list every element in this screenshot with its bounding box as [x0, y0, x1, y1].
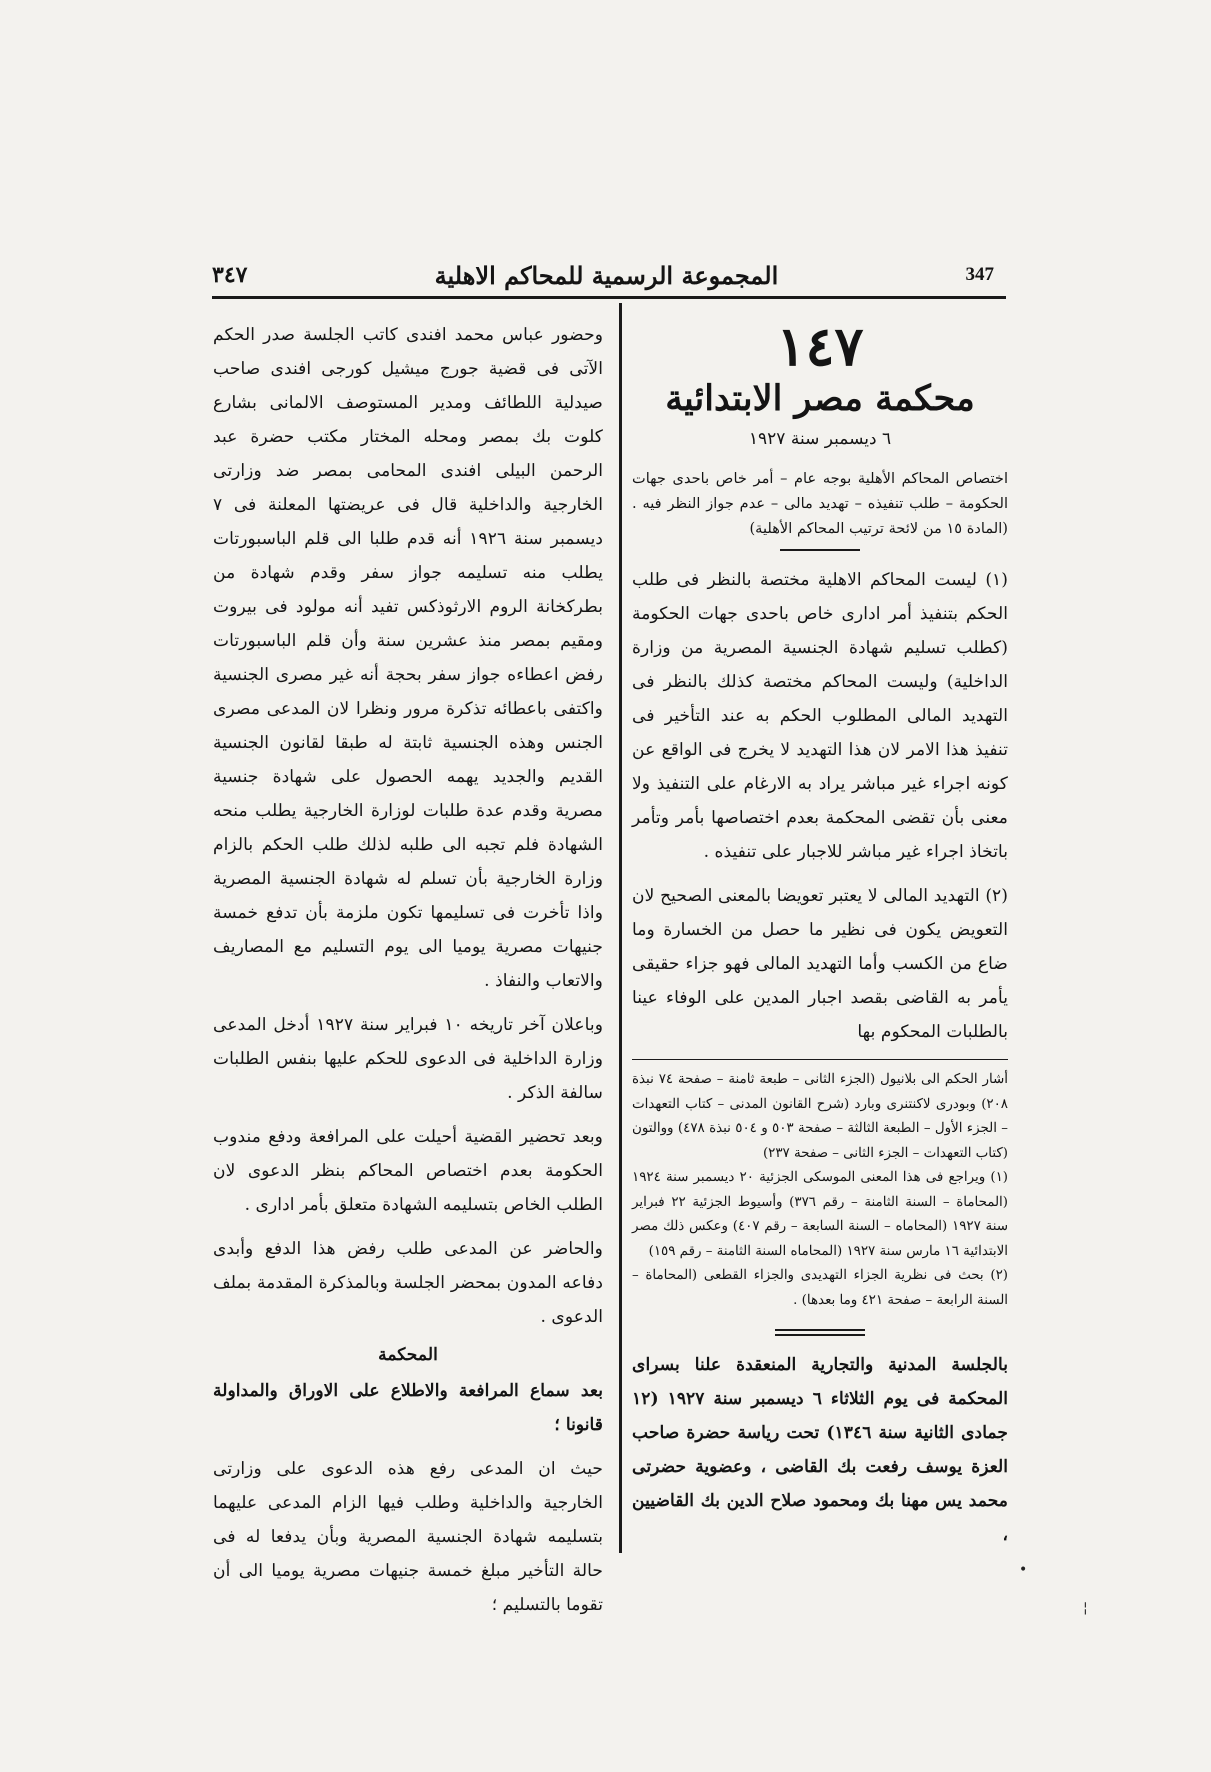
footnotes	[632, 1059, 1008, 1313]
page-header	[212, 252, 994, 298]
paragraph-2: وباعلان آخر تاريخه ١٠ فبراير سنة ١٩٢٧ أدخل المدعى وزارة الداخلية فى الدعوى للحكم عليها بنفس الطلبات سالفة الذكر .	[213, 1015, 604, 1103]
case-number: ١٤٧	[776, 314, 864, 378]
left-column	[213, 318, 604, 1615]
court-name: محكمة مصر الابتدائية	[665, 378, 975, 419]
paragraph-4: والحاضر عن المدعى طلب رفض هذا الدفع وأبدى دفاعه المدون بمحضر الجلسة وبالمذكرة المقدمة بملف الدعوى .	[213, 1239, 603, 1327]
principle-1: (١) ليست المحاكم الاهلية مختصة بالنظر فى طلب الحكم بتنفيذ أمر ادارى خاص باحدى جهات الحكومة (كطلب تسليم شهادة الجنسية المصرية من وزارة الداخلية) وليست المحاكم مختصة كذلك بالنظر فى التهديد المالى المطلوب الحكم به عند التأخير فى تنفيذ هذا الامر لان هذا التهديد لا يخرج فى الواقع عن كونه اجراء غير مباشر يراد به الارغام على التنفيذ ولا معنى بأن تقضى المحكمة بعدم اختصاصها بأمر وتأمر باتخاذ اجراء غير مباشر للاجبار على تنفيذه .	[632, 570, 1008, 862]
column-divider	[619, 303, 622, 1553]
principle-2: (٢) التهديد المالى لا يعتبر تعويضا بالمعنى الصحيح لان التعويض يكون فى نظير ما حصل من الخسارة وما ضاع من الكسب وأما التهديد المالى فهو جزاء حقيقى يأمر به القاضى بقصد اجبار المدين على الوفاء عينا بالطلبات المحكوم بها	[632, 886, 1008, 1042]
page-number-arabic: ٣٤٧	[212, 262, 248, 288]
session-rule	[775, 1329, 865, 1336]
footnote-1: (١) ويراجع فى هذا المعنى الموسكى الجزئية ٢٠ ديسمبر سنة ١٩٢٤ (المحاماة – السنة الثامنة – رقم ٣٧٦) وأسيوط الجزئية ٢٢ فبراير سنة ١٩٢٧ (المحاماه – السنة السابعة – رقم ٤٠٧) وعكس ذلك مصر الابتدائية ١٦ مارس سنة ١٩٢٧ (المحاماه السنة الثامنة – رقم ١٥٩)	[632, 1170, 1008, 1259]
margin-dot-mark: •	[1019, 1562, 1028, 1578]
journal-title: المجموعة الرسمية للمحاكم الاهلية	[434, 260, 779, 290]
margin-tick-mark: ¦	[1083, 1600, 1088, 1616]
footnote-2: (٢) بحث فى نظرية الجزاء التهديدى والجزاء القطعى (المحاماة – السنة الرابعة – صفحة ٤٢١ وما بعدها) .	[632, 1268, 1008, 1308]
paragraph-5: بعد سماع المرافعة والاطلاع على الاوراق والمداولة قانونا ؛	[213, 1381, 603, 1435]
case-summary: اختصاص المحاكم الأهلية بوجه عام – أمر خاص باحدى جهات الحكومة – طلب تنفيذه – تهديد مالى – عدم جواز النظر فيه . (المادة ١٥ من لائحة ترتيب المحاكم الأهلية)	[632, 470, 1008, 537]
page-number-latin: 347	[965, 264, 994, 285]
header-rule	[212, 296, 1006, 299]
paragraph-6: حيث ان المدعى رفع هذه الدعوى على وزارتى الخارجية والداخلية وطلب فيها الزام المدعى عليهما بتسليمه شهادة الجنسية المصرية وبأن يدفعا له فى حالة التأخير مبلغ خمسة جنيهات مصرية يوميا الى أن تقوما بالتسليم ؛	[213, 1459, 603, 1615]
paragraph-1: وحضور عباس محمد افندى كاتب الجلسة صدر الحكم الآتى فى قضية جورج ميشيل كورجى افندى صاحب صيدلية اللطائف ومدير المستوصف الالمانى بشارع كلوت بك بمصر ومحله المختار مكتب حضرة عبد الرحمن البيلى افندى المحامى بمصر ضد وزارتى الخارجية والداخلية قال فى عريضتها المعلنة فى ٧ ديسمبر سنة ١٩٢٦ أنه قدم طلبا الى قلم الباسبورتات يطلب منه تسليمه جواز سفر وقدم شهادة من بطركخانة الروم الارثوذكس تفيد أنه مولود فى بيروت ومقيم بمصر منذ عشرين سنة وأن قلم الباسبورتات رفض اعطاءه جواز سفر بحجة أنه غير مصرى الجنسية واكتفى باعطائه تذكرة مرور ونظرا لان المدعى مصرى الجنس وهذه الجنسية ثابتة له طبقا لقانون الجنسية القديم والجديد يهمه الحصول على شهادة جنسية مصرية وقدم عدة طلبات لوزارة الخارجية يطلب منحه الشهادة فلم تجبه الى طلبه لذلك طلب الحكم بالزام وزارة الخارجية بأن تسلم له شهادة الجنسية المصرية واذا تأخرت فى تسليمها تكون ملزمة بأن تدفع خمسة جنيهات مصرية يوميا الى يوم التسليم مع المصاريف والاتعاب والنفاذ .	[213, 325, 604, 991]
right-column	[632, 316, 1008, 1556]
footnote-intro: أشار الحكم الى بلانيول (الجزء الثانى – طبعة ثامنة – صفحة ٧٤ نبذة ٢٠٨) وبودرى لاكنتنرى وبارد (شرح القانون المدنى – كتاب التعهدات – الجزء الأول – الطبعة الثالثة – صفحة ٥٠٣ و ٥٠٤ نبذة ٤٧٨) ووالتون (كتاب التعهدات – الجزء الثانى – صفحة ٢٣٧)	[632, 1072, 1008, 1161]
case-date: ٦ ديسمبر سنة ١٩٢٧	[748, 429, 892, 449]
paragraph-3: وبعد تحضير القضية أحيلت على المرافعة ودفع مندوب الحكومة بعدم اختصاص المحاكم بنظر الدعوى لان الطلب الخاص بتسليمه الشهادة متعلق بأمر ادارى .	[213, 1127, 603, 1215]
session-text: بالجلسة المدنية والتجارية المنعقدة علنا بسراى المحكمة فى يوم الثلاثاء ٦ ديسمبر سنة ١٩٢٧ (١٢ جمادى الثانية سنة ١٣٤٦) تحت رياسة حضرة صاحب العزة يوسف رفعت بك القاضى ، وعضوية حضرتى محمد يس مهنا بك ومحمود صلاح الدين بك القاضيين ،	[632, 1355, 1008, 1545]
summary-rule	[780, 549, 860, 551]
section-title: المحكمة	[378, 1345, 438, 1365]
